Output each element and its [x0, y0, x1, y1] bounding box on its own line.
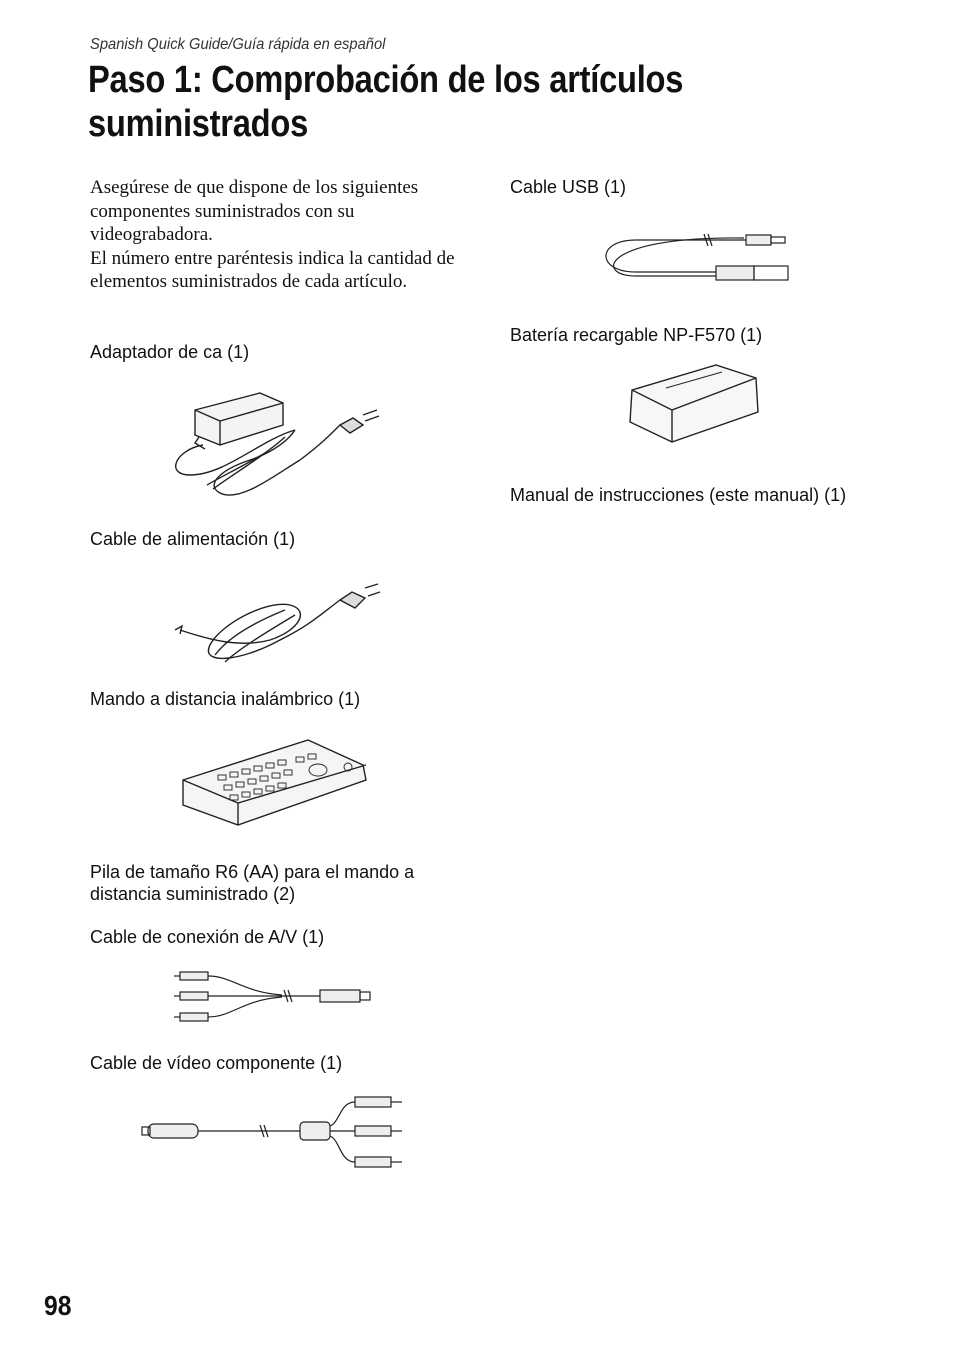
remote-control-icon — [178, 735, 370, 835]
intro-paragraph-1: Asegúrese de que dispone de los siguientes componentes suministrados con su videograbadora. — [90, 177, 419, 246]
usb-cable-icon — [596, 228, 796, 283]
item-batteries-label: Pila de tamaño R6 (AA) para el mando a distancia suministrado (2) — [90, 862, 415, 904]
page-title-line-2: suministrados — [88, 103, 309, 145]
item-remote-control-label: Mando a distancia inalámbrico (1) — [90, 689, 361, 709]
item-component-cable-label: Cable de vídeo componente (1) — [90, 1053, 343, 1073]
page-title — [88, 58, 742, 146]
page-number: 98 — [44, 1290, 72, 1321]
section-label: Spanish Quick Guide/Guía rápida en español — [90, 36, 386, 53]
page-title-line-1: Paso 1: Comprobación de los artículos — [88, 59, 684, 101]
ac-adaptor-icon — [165, 385, 395, 510]
power-cord-icon — [170, 570, 390, 670]
av-cable-icon — [172, 968, 377, 1026]
component-cable-icon — [140, 1092, 410, 1172]
item-battery-label: Batería recargable NP-F570 (1) — [510, 325, 763, 345]
intro-paragraph-2: El número entre paréntesis indica la cantidad de elementos suministrados de cada artículo. — [90, 247, 455, 293]
item-av-cable-label: Cable de conexión de A/V (1) — [90, 927, 325, 947]
intro-text — [90, 176, 470, 294]
item-manual-label: Manual de instrucciones (este manual) (1) — [510, 485, 847, 505]
item-usb-cable-label: Cable USB (1) — [510, 177, 627, 197]
item-power-cord-label: Cable de alimentación (1) — [90, 529, 296, 549]
battery-icon — [626, 360, 766, 450]
item-ac-adaptor-label: Adaptador de ca (1) — [90, 342, 250, 362]
